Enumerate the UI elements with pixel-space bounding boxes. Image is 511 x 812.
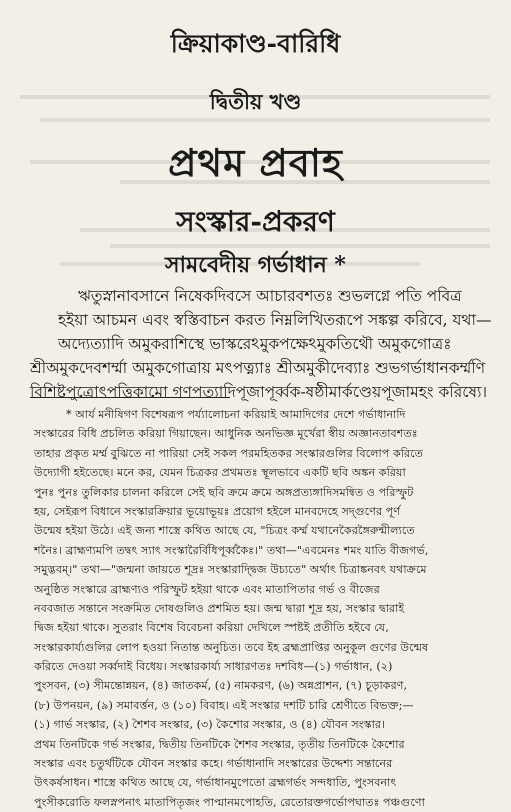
footnote-line: তাহার প্রকৃত মর্ম্ম বুঝিতে না পারিয়া সেই সকল পরমহিতকর সংস্কারগুলির বিলোপ করিতে: [34, 446, 424, 460]
footnote-line: দ্বিজ হইয়া থাকে। সুতরাং বিশেষ বিবেচনা করিয়া দেখিলে স্পষ্টই প্রতীতি হইবে যে,: [34, 621, 389, 635]
chapter-title: প্রথম প্রবাহ: [168, 140, 343, 185]
text-line: শ্রীঅমুকদেবশর্ম্মা অমুকগোত্রায় মৎপত্ন্যাঃ শ্রীঅমুকীদেব্যাঃ শুভগর্ভাধানকর্ম্মণি: [30, 359, 486, 377]
footnote-line: সংস্কারকার্য্যগুলির লোপ হওয়া নিতান্ত অনুচিত। তবে ইহ ব্রহ্মপ্রাপ্তির অনুকূল গুণের উন্মেষ: [34, 640, 429, 654]
footnote-line: করিতে দেওয়া সর্ব্বদাই বিধেয়। সংস্কারকার্য্য সাধারণতঃ দশবিধ—(১) গর্ভাধান, (২): [34, 660, 393, 674]
footnote-line: পুংসবন, (৩) সীমন্তোন্নয়ন, (৪) জাতকর্ম, (৫) নামকরণ, (৬) অন্নপ্রাশন, (৭) চূড়াকরণ,: [34, 679, 408, 693]
footnote: [0, 405, 511, 812]
footnote-line: সংস্কারের বিধি প্রচলিত করিয়া গিয়াছেন। আধুনিক অনভিজ্ঞ মূর্খেরা স্বীয় অজ্ঞানতাবশতঃ: [34, 427, 418, 441]
footnote-line: পুংসীকরোতি ফলস্নপনাৎ মাতাপিতৃজং পাপ্মানমপোহতি, রেতোরক্তগর্ভোপঘাতঃ পঞ্চগুণো: [34, 795, 425, 809]
footnote-line: নববজাত সন্তানে সংক্রমিত দোষগুলিও প্রশমিত হয়। জন্ম দ্বারা শূদ্র হয়, সংস্কার দ্বারাই: [34, 601, 405, 615]
text-line: অদ্যেত্যাদি অমুকরাশিস্থে ভাস্করেঽমুকপক্ষেঽমুকতিথৌ অমুকগোত্রঃ: [58, 335, 452, 353]
footnote-line: উন্মেষ হইয়া উঠে। এই জন্য শাস্ত্রে কথিত আছে যে, "চিত্রং কর্ম্ম যথানেকৈরঙ্গৈরুন্মীল্যতে: [34, 524, 415, 538]
footnote-line: অনুষ্ঠিত সংস্কারে ব্রাহ্মণ্যও পরিস্ফুট হইয়া থাকে এবং মাতাপিতার গর্ভ ও বীজের: [34, 582, 380, 596]
footnote-divider: [30, 397, 230, 398]
text-line: বিশিষ্টপুত্রোৎপত্তিকামো গণপত্যাদিপূজাপূর্ব্বক-ষষ্ঠীমার্কণ্ডেয়পূজামহং করিষ্যে।: [30, 383, 488, 401]
footnote-line: উৎকর্ষসাধন। শাস্ত্রে কথিত আছে যে, গর্ভাধানমুপেতো ব্রহ্মগর্ভং সন্দধাতি, পুংসবনাৎ: [34, 776, 397, 790]
footnote-line: উদ্যোগী হইতেছে। মনে কর, যেমন চিত্রকর প্রথমতঃ স্থূলভাবে একটি ছবি অঙ্কন করিয়া: [34, 466, 406, 480]
book-title: ক্রিয়াকাণ্ড-বারিধি: [170, 29, 341, 58]
subsection-title: সামবেদীয় গর্ভাধান *: [165, 252, 346, 278]
footnote-line: (১) গার্ভ সংস্কার, (২) শৈশব সংস্কার, (৩) কৈশোর সংস্কার, ও (৪) যৌবন সংস্কার।: [34, 718, 386, 732]
sankalpa-paragraph: [0, 284, 511, 404]
text-line: ঋতুস্নানাবসানে নিষেকদিবসে আচারবশতঃ শুভলগ্নে পতি পবিত্র: [78, 287, 462, 305]
section-title: সংস্কার-প্রকরণ: [176, 205, 335, 238]
footnote-line: পুনঃ পুনঃ তুলিকার চালনা করিলে সেই ছবি ক্রমে ক্রমে অঙ্গপ্রত্যঙ্গাদিসমন্বিত ও পরিস্ফুট: [34, 485, 414, 499]
footnote-line: প্রথম তিনটিকে গর্ভ সংস্কার, দ্বিতীয় তিনটিকে শৈশব সংস্কার, তৃতীয় তিনটিকে কৈশোর: [34, 737, 405, 751]
footnote-line: সংস্কার এবং চতুর্থটিকে যৌবন সংস্কার কহে। গর্ভাধানাদি সংস্কারের উদ্দেশ্য সন্তানের: [34, 757, 393, 771]
footnote-line: হয়, সেইরূপ বিধানে সংস্কারক্রিয়ার ভূয়োভূয়ঃ প্রয়োগ হইলে মানবদেহে সদ্‌গুণের পূর্ণ: [34, 504, 401, 518]
text-line: হইয়া আচমন এবং স্বস্তিবাচন করত নিম্নলিখিতরূপে সঙ্কল্প করিবে, যথা—: [58, 311, 492, 329]
footnote-line: সমুদ্ভবম্।" তথা—"জন্মনা জায়তে শূদ্রঃ সংস্কারাদ্দ্বিজ উচ্যতে" অর্থাৎ চিত্রাঙ্কনবৎ যথাক্রমে: [34, 563, 427, 577]
footnote-line: * আর্য মনীষিগণ বিশেষরূপ পর্য্যালোচনা করিয়াই আমাদিগের দেশে গর্ভাধানাদি: [66, 408, 406, 421]
volume-title: দ্বিতীয় খণ্ড: [209, 89, 302, 114]
footnote-line: (৮) উপনয়ন, (৯) সমাবর্ত্তন, ও (১০) বিবাহ। এই সংস্কার দশটি চারি শ্রেণীতে বিভক্ত;—: [34, 698, 414, 712]
footnote-line: শনৈঃ। ব্রাহ্মণ্যমপি তদ্বৎ স্যাৎ সংস্কারৈর্বিধিপূর্ব্বকৈঃ।" তথা—"এবমেনঃ শমং যাতি বীজগর্ভ,: [34, 543, 429, 557]
